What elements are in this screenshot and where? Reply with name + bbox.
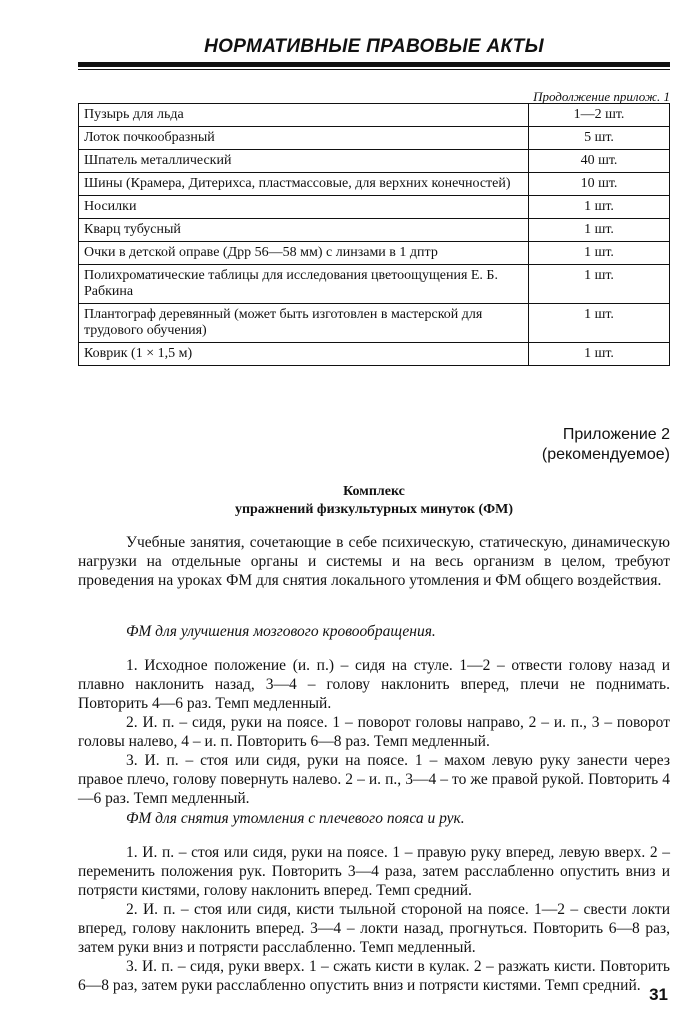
item-qty: 1 шт. [529,304,670,343]
exercise-item: 3. И. п. – стоя или сидя, руки на поясе. 1 – махом левую руку занести через правое плечо, голову повернуть налево. 2 – и. п., 3—4 – то же правой рукой. Повторить 4—6 раз. Темп медленный. [78,752,670,807]
section1-body [78,656,670,808]
appendix-heading [542,425,670,465]
item-name: Носилки [79,196,529,219]
appendix-subtitle: (рекомендуемое) [541,446,670,463]
complex-title [78,483,670,519]
item-qty: 1 шт. [529,343,670,366]
table-row [79,104,670,127]
item-qty: 40 шт. [529,150,670,173]
table-row [79,173,670,196]
header-rule-thin [78,69,670,70]
equipment-table [78,103,670,366]
exercise-item: 2. И. п. – сидя, руки на поясе. 1 – поворот головы направо, 2 – и. п., 3 – поворот головы налево, 4 – и. п. Повторить 6—8 раз. Темп медленный. [78,714,670,750]
item-name: Плантограф деревянный (может быть изготовлен в мастерской для трудового обучения) [79,304,529,343]
exercise-item: 1. Исходное положение (и. п.) – сидя на стуле. 1—2 – отвести голову назад и плавно наклонить назад, 3—4 – голову наклонить вперед, плечи не поднимать. Повторить 4—6 раз. Темп медленный. [78,657,670,712]
item-qty: 1—2 шт. [529,104,670,127]
intro-text: Учебные занятия, сочетающие в себе психическую, статическую, динамическую нагрузки на отдельные органы и системы и на весь организм в целом, требуют проведения на уроках ФМ для снятия локального утомления и ФМ общего воздействия. [78,534,670,589]
table-row [79,242,670,265]
item-name: Пузырь для льда [79,104,529,127]
item-name: Полихроматические таблицы для исследования цветоощущения Е. Б. Рабкина [79,265,529,304]
item-qty: 10 шт. [529,173,670,196]
header-rule-thick [78,62,670,67]
table-row [79,304,670,343]
item-name: Шины (Крамера, Дитерихса, пластмассовые, для верхних конечностей) [79,173,529,196]
table-row [79,150,670,173]
item-qty: 1 шт. [529,196,670,219]
item-qty: 1 шт. [529,242,670,265]
table-row [79,127,670,150]
table-row [79,265,670,304]
item-name: Шпатель металлический [79,150,529,173]
item-name: Лоток почкообразный [79,127,529,150]
intro-paragraph [78,533,670,590]
item-name: Кварц тубусный [79,219,529,242]
appendix-title: Приложение 2 [562,426,670,443]
exercise-item: 3. И. п. – сидя, руки вверх. 1 – сжать кисти в кулак. 2 – разжать кисти. Повторить 6—8 раз, затем руки расслабленно опустить вниз и потрясти кистями. Темп средний. [78,958,670,994]
page-number: 31 [649,985,668,1004]
table-row [79,343,670,366]
item-qty: 5 шт. [529,127,670,150]
section1-heading: ФМ для улучшения мозгового кровообращения. [126,623,436,640]
exercise-item: 1. И. п. – стоя или сидя, руки на поясе. 1 – правую руку вперед, левую вверх. 2 – переменить положения рук. Повторить 3—4 раза, затем расслабленно опустить вниз и потрясти кистями, голову наклонить вперед. Темп средний. [78,844,670,899]
table-row [79,196,670,219]
complex-title-line1: Комплекс [343,484,405,499]
complex-title-line2: упражнений физкультурных минуток (ФМ) [234,502,514,517]
continuation-note: Продолжение прилож. 1 [533,89,670,104]
item-name: Коврик (1 × 1,5 м) [79,343,529,366]
running-header [78,36,670,70]
running-header-title: НОРМАТИВНЫЕ ПРАВОВЫЕ АКТЫ [204,36,544,57]
item-qty: 1 шт. [529,265,670,304]
section2-body [78,843,670,995]
exercise-item: 2. И. п. – стоя или сидя, кисти тыльной стороной на поясе. 1—2 – свести локти вперед, голову наклонить вперед. 3—4 – локти назад, прогнуться. Повторить 6—8 раз, затем руки вниз и потрясти расслабленно. Темп медленный. [78,901,670,956]
table-row [79,219,670,242]
item-name: Очки в детской оправе (Дрр 56—58 мм) с линзами в 1 дптр [79,242,529,265]
section2-heading: ФМ для снятия утомления с плечевого пояса и рук. [126,810,465,827]
item-qty: 1 шт. [529,219,670,242]
